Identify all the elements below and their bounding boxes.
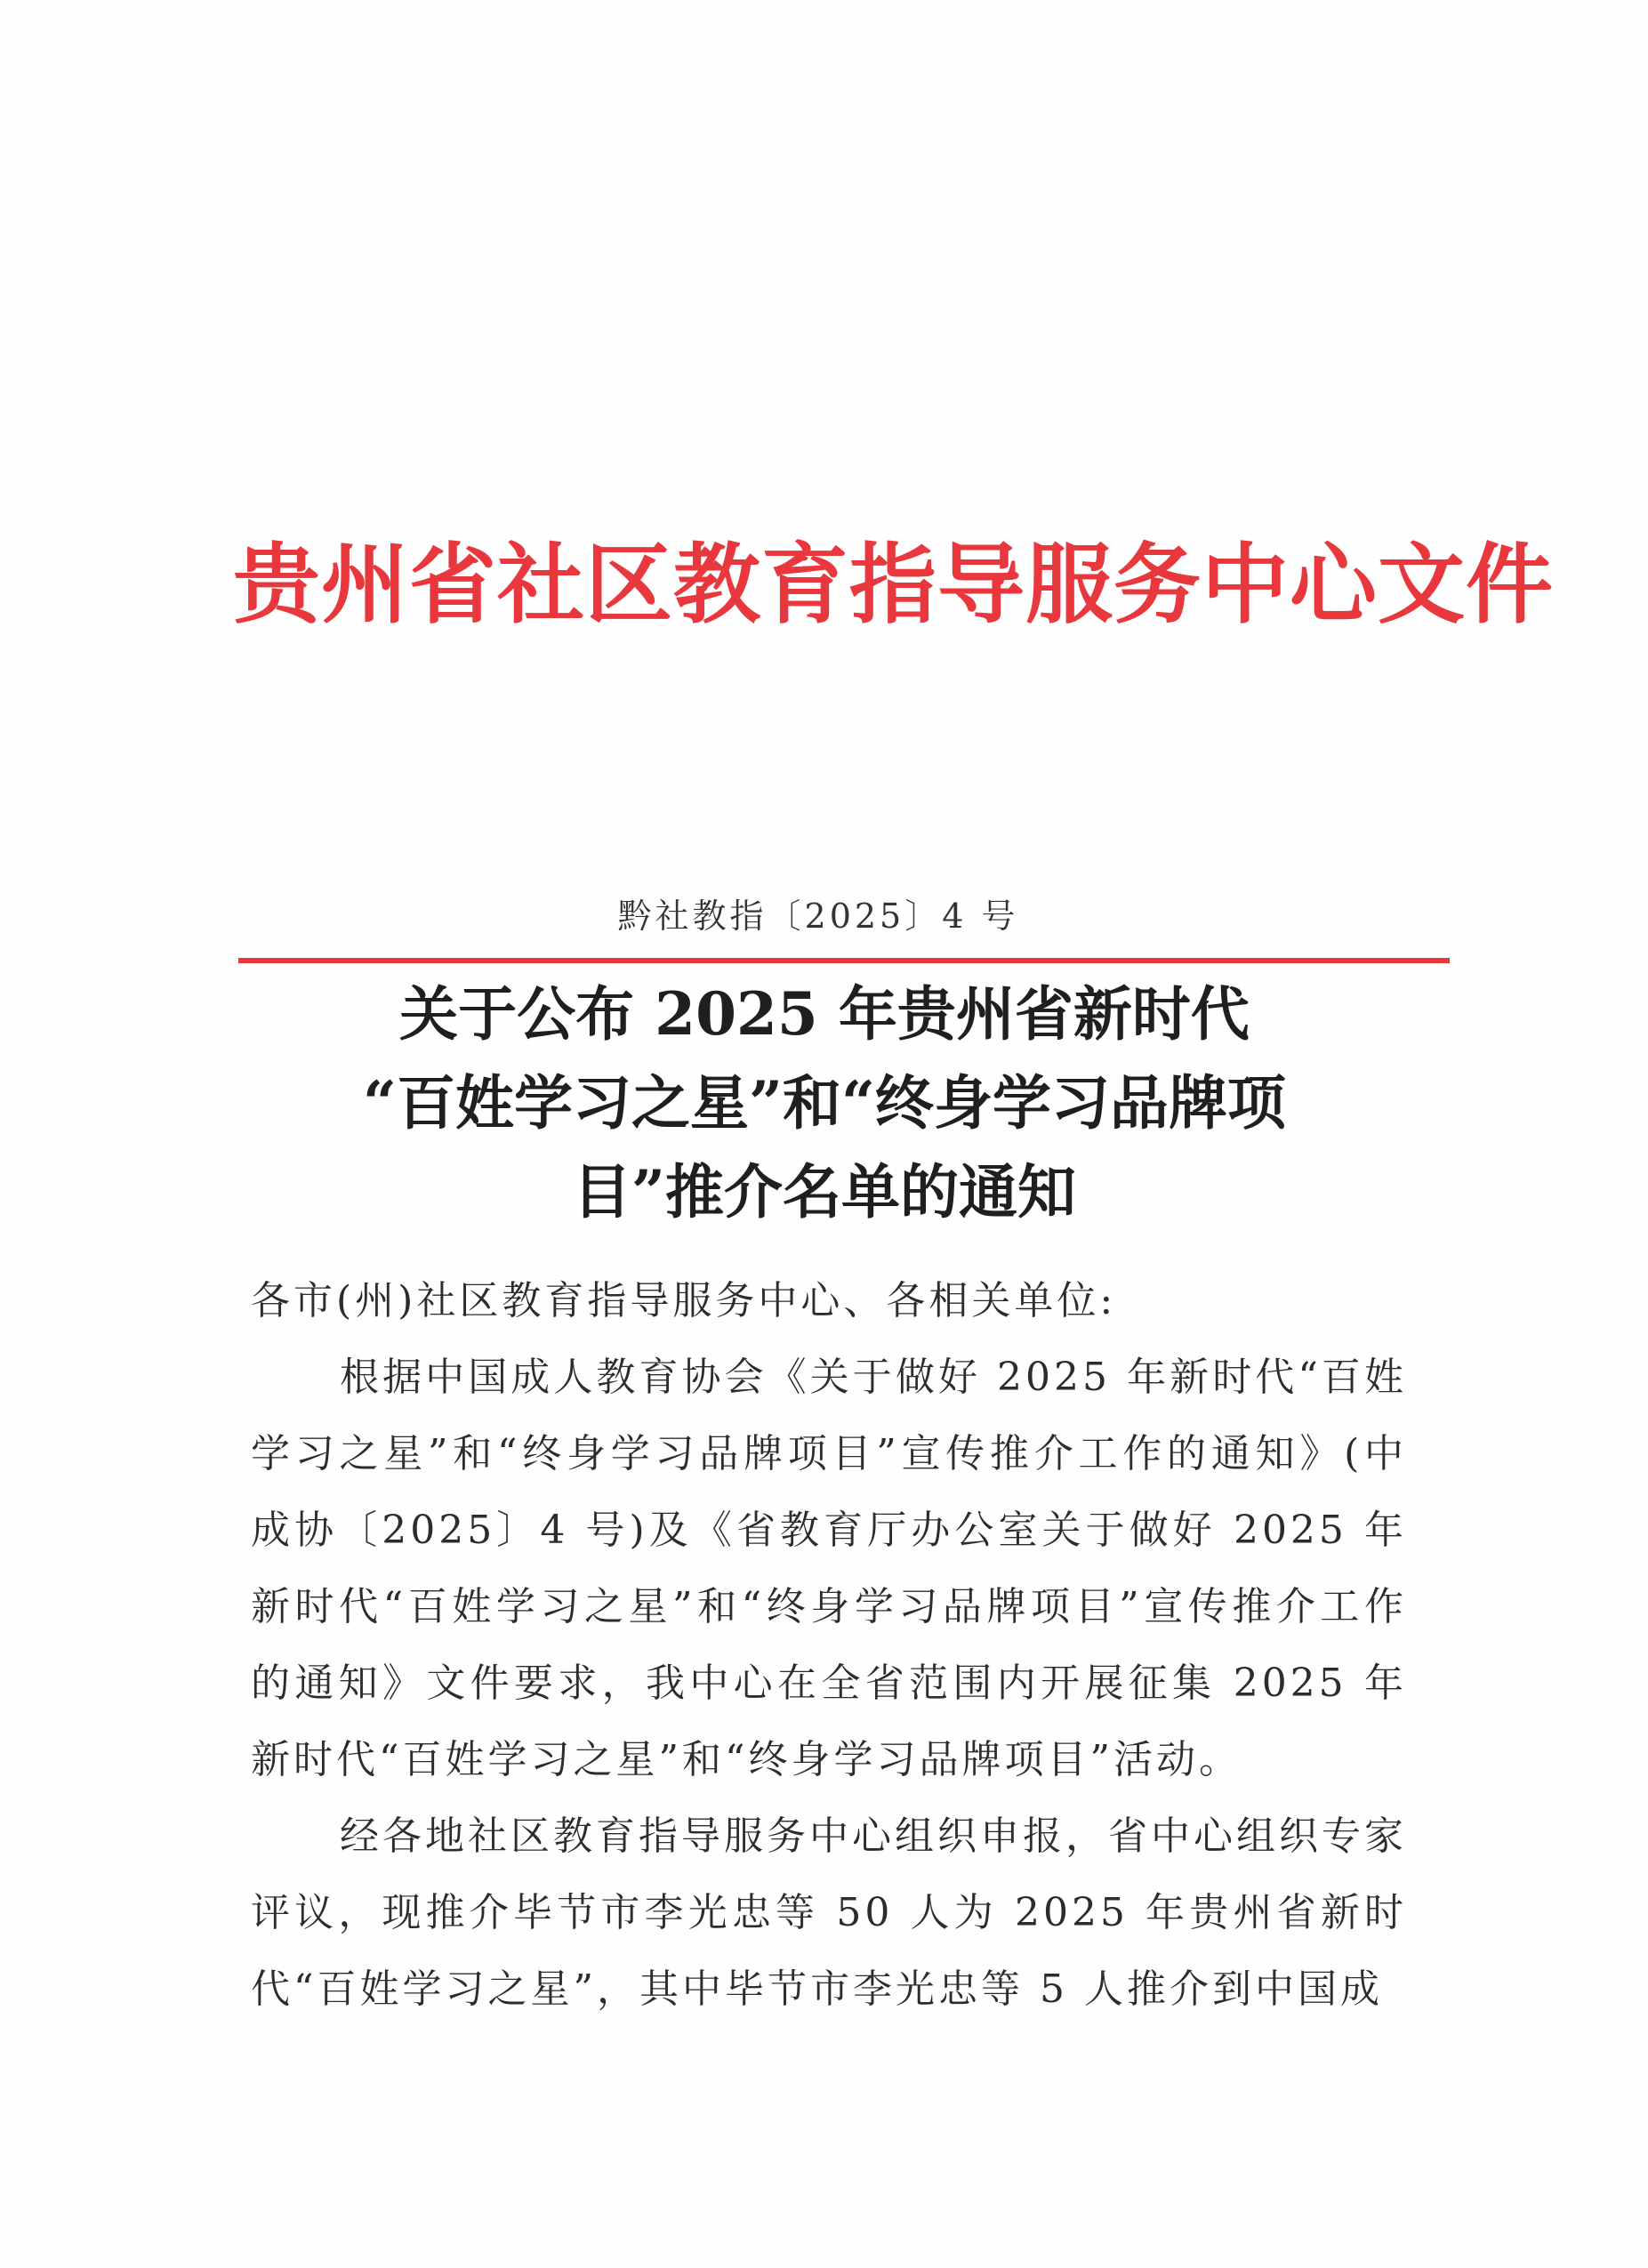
issuing-authority-header: 贵州省社区教育指导服务中心文件: [233, 535, 1555, 636]
notice-title: [233, 969, 1416, 1236]
notice-title-line: 目”推介名单的通知: [573, 1157, 1076, 1226]
body-paragraph: 经各地社区教育指导服务中心组织申报，省中心组织专家评议，现推介毕节市李光忠等 50 人为 2025 年贵州省新时代“百姓学习之星”，其中毕节市李光忠等 5 人推介到中国成: [251, 1814, 1407, 2012]
document-number: 黔社教指〔2025〕4 号: [617, 897, 1019, 936]
salutation: 各市(州)社区教育指导服务中心、各相关单位:: [251, 1278, 1117, 1323]
body-paragraph: 根据中国成人教育协会《关于做好 2025 年新时代“百姓学习之星”和“终身学习品牌项目”宣传推介工作的通知》(中成协〔2025〕4 号)及《省教育厅办公室关于做好 2025 年新时代“百姓学习之星”和“终身学习品牌项目”宣传推介工作的通知》文件要求，我中心在全省范围内开展征集 2025 年新时代“百姓学习之星”和“终身学习品牌项目”活动。: [251, 1355, 1407, 1782]
notice-title-line: 关于公布 2025 年贵州省新时代: [399, 979, 1250, 1049]
red-separator-line: [238, 958, 1450, 963]
notice-title-line: “百姓学习之星”和“终身学习品牌项: [363, 1068, 1286, 1138]
notice-body: [251, 1263, 1407, 2028]
